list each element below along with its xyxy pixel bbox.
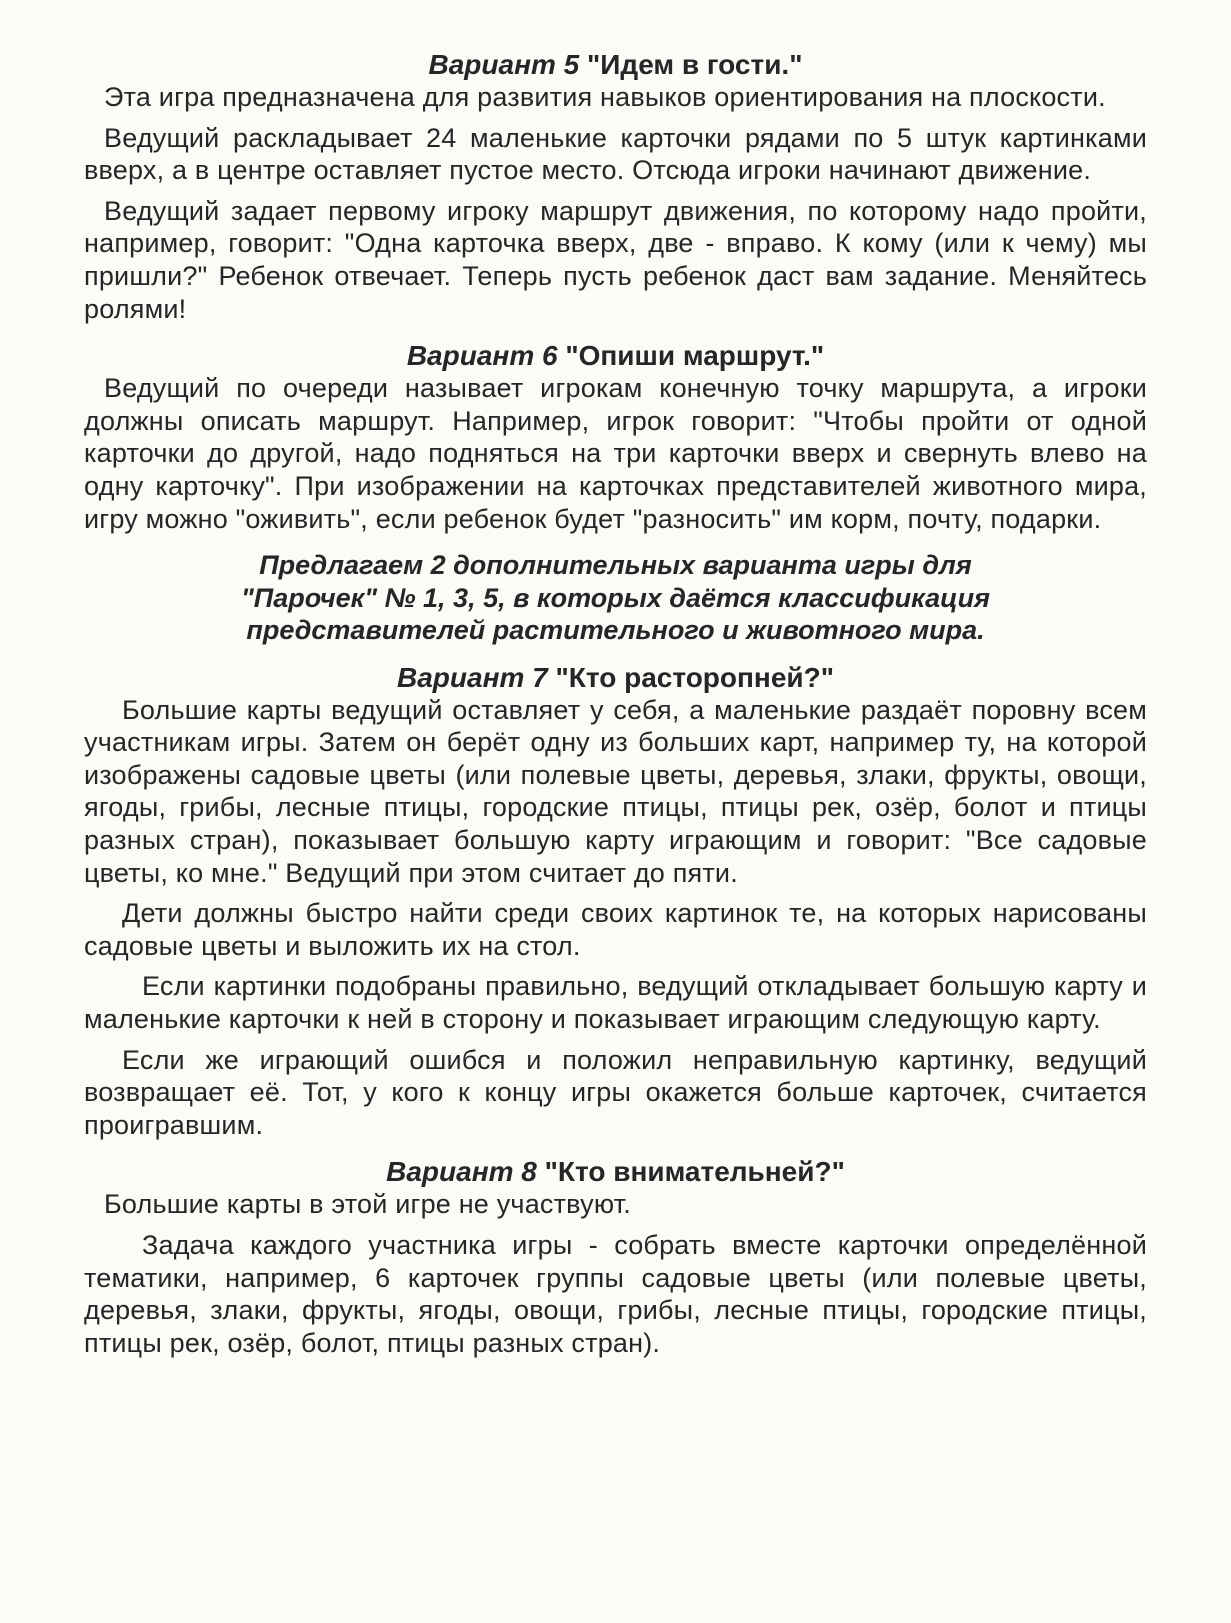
variant-7-number: Вариант 7 bbox=[397, 661, 548, 693]
variant-6-number: Вариант 6 bbox=[406, 340, 558, 372]
variant-7-title: "Кто расторопней?" bbox=[555, 661, 834, 693]
variant-5-paragraph-1: Эта игра предназначена для развития навыков ориентирования на плоскости. bbox=[104, 82, 1106, 112]
variant-8-number: Вариант 8 bbox=[386, 1156, 537, 1188]
additional-variants-note bbox=[84, 549, 1147, 647]
additional-variants-line-2: "Парочек" № 1, 3, 5, в которых даётся классификация bbox=[240, 582, 991, 613]
variant-8-paragraph-1: Большие карты в этой игре не участвуют. bbox=[104, 1189, 631, 1220]
variant-7-paragraph-1: Большие карты ведущий оставляет у себя, а маленькие раздаёт поровну всем участникам игры. Затем он берёт одну из больших карт, например ту, на которой изображены садовые цветы (или полевые цветы, деревья, злаки, фрукты, овощи, ягоды, грибы, лесные птицы, городские птицы, птицы рек, озёр, болот и птицы разных стран), показывает большую карту играющим и говорит: "Все садовые цветы, ко мне." Ведущий при этом считает до пяти. bbox=[84, 694, 1147, 888]
variant-8-title: "Кто внимательней?" bbox=[544, 1156, 845, 1188]
variant-6-paragraph-1: Ведущий по очереди называет игрокам конечную точку маршрута, а игроки должны описать маршрут. Например, игрок говорит: "Чтобы пройти от одной карточки до другой, надо подняться на три карточки вверх и свернуть влево на одну карточку". При изображении на карточках представителей животного мира, игру можно "оживить", если ребенок будет "разносить" им корм, почту, подарки. bbox=[84, 373, 1147, 534]
variant-6-title: "Опиши маршрут." bbox=[565, 340, 825, 372]
variant-5-paragraph-2: Ведущий раскладывает 24 маленькие карточки рядами по 5 штук картинками вверх, а в центре оставляет пустое место. Отсюда игроки начинают движение. bbox=[84, 122, 1147, 186]
variant-8-heading bbox=[84, 1155, 1147, 1188]
variant-6-heading bbox=[84, 339, 1147, 372]
additional-variants-line-3: представителей растительного и животного мира. bbox=[246, 615, 985, 646]
variant-5-number: Вариант 5 bbox=[428, 49, 580, 80]
variant-7-paragraph-3: Если картинки подобраны правильно, ведущий откладывает большую карту и маленькие карточки к ней в сторону и показывает играющим следующую карту. bbox=[84, 971, 1147, 1034]
variant-7-paragraph-4: Если же играющий ошибся и положил неправильную картинку, ведущий возвращает её. Тот, у кого к концу игры окажется больше карточек, считается проигравшим. bbox=[84, 1044, 1147, 1140]
variant-5-paragraph-3: Ведущий задает первому игроку маршрут движения, по которому надо пройти, например, говорит: "Одна карточка вверх, две - вправо. К кому (или к чему) мы пришли?" Ребенок отвечает. Теперь пусть ребенок даст вам задание. Меняйтесь ролями! bbox=[84, 195, 1147, 324]
variant-5-title: "Идем в гости." bbox=[587, 49, 803, 80]
variant-5-heading bbox=[84, 48, 1147, 81]
variant-7-heading bbox=[84, 661, 1147, 694]
variant-7-paragraph-2: Дети должны быстро найти среди своих картинок те, на которых нарисованы садовые цветы и выложить их на стол. bbox=[84, 898, 1147, 961]
additional-variants-line-1: Предлагаем 2 дополнительных варианта игры для bbox=[259, 550, 972, 581]
variant-8-paragraph-2: Задача каждого участника игры - собрать вместе карточки определённой тематики, например, 6 карточек группы садовые цветы (или полевые цветы, деревья, злаки, фрукты, ягоды, овощи, грибы, лесные птицы, городские птицы, птицы рек, озёр, болот, птицы разных стран). bbox=[84, 1229, 1147, 1358]
